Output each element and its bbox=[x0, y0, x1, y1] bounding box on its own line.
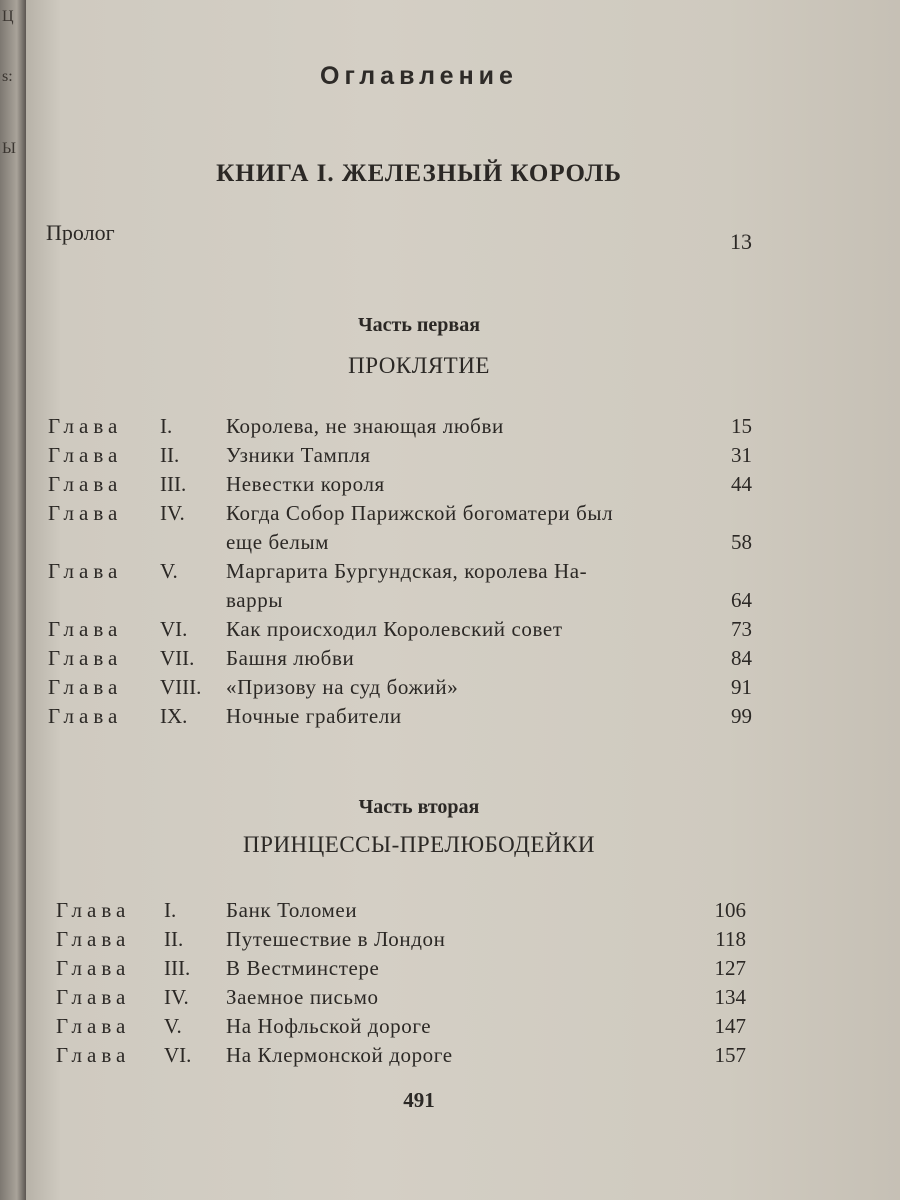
chapter-title: Как происходил Королевский совет bbox=[226, 617, 563, 641]
book-title: КНИГА I. ЖЕЛЕЗНЫЙ КОРОЛЬ bbox=[216, 160, 622, 187]
chapter-page-number: 64 bbox=[731, 588, 752, 612]
chapter-page-number: 84 bbox=[731, 646, 752, 670]
chapter-page-number: 147 bbox=[714, 1014, 746, 1038]
chapter-word: Глава bbox=[56, 1014, 131, 1038]
chapter-number: II. bbox=[164, 927, 184, 951]
chapter-number: I. bbox=[164, 898, 177, 922]
chapter-row bbox=[26, 1014, 900, 1042]
chapter-row bbox=[26, 443, 900, 471]
chapter-number: V. bbox=[160, 559, 178, 583]
chapter-title: Банк Толомеи bbox=[226, 898, 358, 922]
chapter-title: Путешествие в Лондон bbox=[226, 927, 446, 951]
adjacent-page-fragment: Ы bbox=[2, 140, 16, 157]
part-label: Часть вторая bbox=[358, 796, 480, 818]
chapter-row bbox=[26, 956, 900, 984]
chapter-word: Глава bbox=[48, 443, 123, 467]
chapter-page-number: 31 bbox=[731, 443, 752, 467]
chapter-number: V. bbox=[164, 1014, 182, 1038]
chapter-row bbox=[26, 646, 900, 674]
chapter-title: Заемное письмо bbox=[226, 985, 379, 1009]
toc-heading: Оглавление bbox=[320, 62, 518, 90]
chapter-row bbox=[26, 927, 900, 955]
chapter-word: Глава bbox=[48, 617, 123, 641]
chapter-number: II. bbox=[160, 443, 180, 467]
chapter-row bbox=[26, 898, 900, 926]
chapter-number: IV. bbox=[160, 501, 185, 525]
chapter-page-number: 106 bbox=[714, 898, 746, 922]
chapter-title: На Клермонской дороге bbox=[226, 1043, 453, 1067]
chapter-number: III. bbox=[164, 956, 191, 980]
chapter-title: еще белым bbox=[226, 530, 330, 554]
chapter-title: На Нофльской дороге bbox=[226, 1014, 432, 1038]
chapter-number: VII. bbox=[160, 646, 195, 670]
chapter-row bbox=[26, 1043, 900, 1071]
chapter-page-number: 127 bbox=[714, 956, 746, 980]
adjacent-page-edge bbox=[0, 0, 28, 1200]
chapter-number: IV. bbox=[164, 985, 189, 1009]
chapter-word: Глава bbox=[48, 559, 123, 583]
chapter-word: Глава bbox=[48, 646, 123, 670]
chapter-title: Узники Тампля bbox=[226, 443, 371, 467]
chapter-title: Когда Собор Парижской богоматери был bbox=[226, 501, 614, 525]
book-page bbox=[26, 0, 900, 1200]
chapter-number: IX. bbox=[160, 704, 188, 728]
chapter-page-number: 73 bbox=[731, 617, 752, 641]
chapter-number: VIII. bbox=[160, 675, 202, 699]
chapter-title: «Призову на суд божий» bbox=[226, 675, 459, 699]
chapter-page-number: 99 bbox=[731, 704, 752, 728]
adjacent-page-fragment: s: bbox=[2, 68, 13, 85]
chapter-title: варры bbox=[226, 588, 284, 612]
part-title: ПРОКЛЯТИЕ bbox=[348, 353, 490, 378]
chapter-page-number: 44 bbox=[731, 472, 752, 496]
chapter-word: Глава bbox=[48, 501, 123, 525]
adjacent-page-fragment: Ц bbox=[2, 8, 14, 25]
chapter-row bbox=[26, 559, 900, 612]
chapter-page-number: 134 bbox=[714, 985, 746, 1009]
chapter-word: Глава bbox=[56, 927, 131, 951]
part-label: Часть первая bbox=[357, 314, 481, 336]
chapter-word: Глава bbox=[56, 985, 131, 1009]
chapter-row bbox=[26, 414, 900, 442]
chapter-word: Глава bbox=[48, 704, 123, 728]
chapter-word: Глава bbox=[56, 956, 131, 980]
chapter-title: Невестки короля bbox=[226, 472, 385, 496]
chapter-row bbox=[26, 985, 900, 1013]
chapter-number: I. bbox=[160, 414, 173, 438]
prologue-title: Пролог bbox=[46, 220, 115, 245]
chapter-word: Глава bbox=[56, 1043, 131, 1067]
chapter-word: Глава bbox=[48, 675, 123, 699]
part-title: ПРИНЦЕССЫ-ПРЕЛЮБОДЕЙКИ bbox=[243, 832, 595, 857]
page-number: 491 bbox=[403, 1088, 435, 1112]
chapter-page-number: 15 bbox=[731, 414, 752, 438]
chapter-title: Башня любви bbox=[226, 646, 355, 670]
chapter-row bbox=[26, 704, 900, 732]
chapter-title: Ночные грабители bbox=[226, 704, 402, 728]
chapter-title: Королева, не знающая любви bbox=[226, 414, 504, 438]
chapter-title: В Вестминстере bbox=[226, 956, 380, 980]
chapter-word: Глава bbox=[48, 472, 123, 496]
chapter-number: III. bbox=[160, 472, 187, 496]
chapter-number: VI. bbox=[164, 1043, 192, 1067]
chapter-page-number: 58 bbox=[731, 530, 752, 554]
chapter-page-number: 91 bbox=[731, 675, 752, 699]
chapter-row bbox=[26, 501, 900, 554]
chapter-word: Глава bbox=[48, 414, 123, 438]
chapter-row bbox=[26, 675, 900, 703]
chapter-page-number: 157 bbox=[714, 1043, 746, 1067]
prologue-page-number: 13 bbox=[730, 229, 752, 254]
chapter-title: Маргарита Бургундская, королева На- bbox=[226, 559, 588, 583]
chapter-page-number: 118 bbox=[715, 927, 746, 951]
chapter-row bbox=[26, 617, 900, 645]
chapter-row bbox=[26, 472, 900, 500]
chapter-number: VI. bbox=[160, 617, 188, 641]
chapter-word: Глава bbox=[56, 898, 131, 922]
